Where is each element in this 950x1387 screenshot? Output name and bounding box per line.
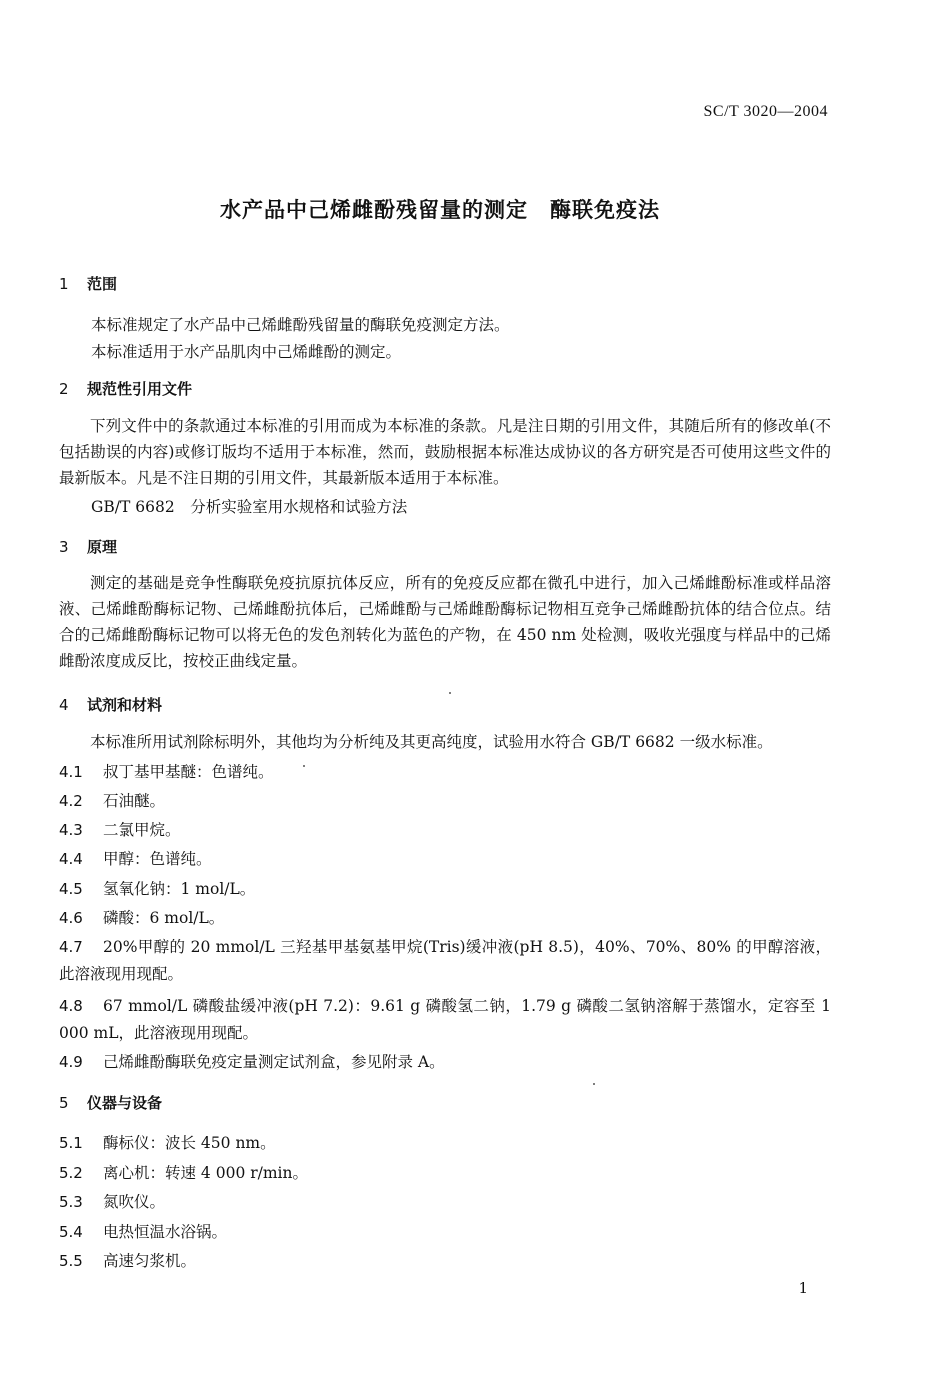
list-item-5-5: 5.5 高速匀浆机。 — [59, 1252, 197, 1270]
section-1-line-1: 本标准规定了水产品中己烯雌酚残留量的酶联免疫测定方法。 — [91, 316, 510, 334]
scan-speck — [303, 765, 305, 767]
section-1-line-2: 本标准适用于水产品肌肉中己烯雌酚的测定。 — [91, 343, 402, 361]
list-item-4-9: 4.9 己烯雌酚酶联免疫定量测定试剂盒，参见附录 A。 — [59, 1053, 445, 1071]
section-number: 4 — [59, 696, 69, 714]
section-4-intro: 本标准所用试剂除标明外，其他均为分析纯及其更高纯度，试验用水符合 GB/T 6682 一级水标准。 — [90, 733, 773, 751]
page-number: 1 — [798, 1279, 808, 1297]
list-item-4-5: 4.5 氢氧化钠：1 mol/L。 — [59, 880, 256, 898]
list-item-4-6: 4.6 磷酸：6 mol/L。 — [59, 909, 225, 927]
section-title: 范围 — [87, 275, 118, 293]
list-item-5-3: 5.3 氮吹仪。 — [59, 1193, 166, 1211]
list-item-4-4: 4.4 甲醇：色谱纯。 — [59, 850, 212, 868]
section-2-paragraph: 下列文件中的条款通过本标准的引用而成为本标准的条款。凡是注日期的引用文件，其随后所有的修改单(不包括勘误的内容)或修订版均不适用于本标准，然而，鼓励根据本标准达成协议的各方研究是否可使用这些文件的最新版本。凡是不注日期的引用文件，其最新版本适用于本标准。 — [59, 417, 831, 487]
section-title: 试剂和材料 — [87, 696, 163, 714]
list-item-4-1: 4.1 叔丁基甲基醚：色谱纯。 — [59, 763, 274, 781]
section-title: 仪器与设备 — [87, 1094, 163, 1112]
section-number: 1 — [59, 275, 69, 293]
list-item-4-8: 4.8 67 mmol/L 磷酸盐缓冲液(pH 7.2)：9.61 g 磷酸氢二钠，1.79 g 磷酸二氢钠溶解于蒸馏水，定容至 1 000 mL，此溶液现用现配。 — [59, 997, 831, 1042]
section-3-paragraph: 测定的基础是竞争性酶联免疫抗原抗体反应，所有的免疫反应都在微孔中进行，加入己烯雌酚标准或样品溶液、己烯雌酚酶标记物、己烯雌酚抗体后，己烯雌酚与己烯雌酚酶标记物相互竞争己烯雌酚抗体的结合位点。结合的己烯雌酚酶标记物可以将无色的发色剂转化为蓝色的产物，在 450 nm 处检测，吸收光强度与样品中的己烯雌酚浓度成反比，按校正曲线定量。 — [59, 574, 831, 670]
list-item-4-2: 4.2 石油醚。 — [59, 792, 166, 810]
section-number: 3 — [59, 538, 69, 556]
section-number: 2 — [59, 380, 69, 398]
standard-code: SC/T 3020—2004 — [703, 103, 828, 120]
list-item-4-3: 4.3 二氯甲烷。 — [59, 821, 181, 839]
section-title: 规范性引用文件 — [87, 380, 193, 398]
section-3-heading — [59, 536, 117, 557]
section-4-heading — [59, 694, 162, 715]
list-item-5-1: 5.1 酶标仪：波长 450 nm。 — [59, 1134, 276, 1152]
section-1-heading — [59, 273, 117, 294]
list-item-4-7: 4.7 20%甲醇的 20 mmol/L 三羟基甲基氨基甲烷(Tris)缓冲液(pH 8.5)，40%、70%、80% 的甲醇溶液，此溶液现用现配。 — [59, 938, 831, 983]
section-2-heading — [59, 378, 192, 399]
section-5-heading — [59, 1092, 162, 1113]
list-item-5-2: 5.2 离心机：转速 4 000 r/min。 — [59, 1164, 308, 1182]
section-number: 5 — [59, 1094, 69, 1112]
scan-speck — [593, 1083, 595, 1085]
scan-speck — [449, 692, 451, 694]
reference-gbt-6682: GB/T 6682 分析实验室用水规格和试验方法 — [91, 498, 408, 516]
list-item-5-4: 5.4 电热恒温水浴锅。 — [59, 1223, 228, 1241]
document-title: 水产品中己烯雌酚残留量的测定 酶联免疫法 — [220, 198, 660, 222]
section-title: 原理 — [87, 538, 118, 556]
